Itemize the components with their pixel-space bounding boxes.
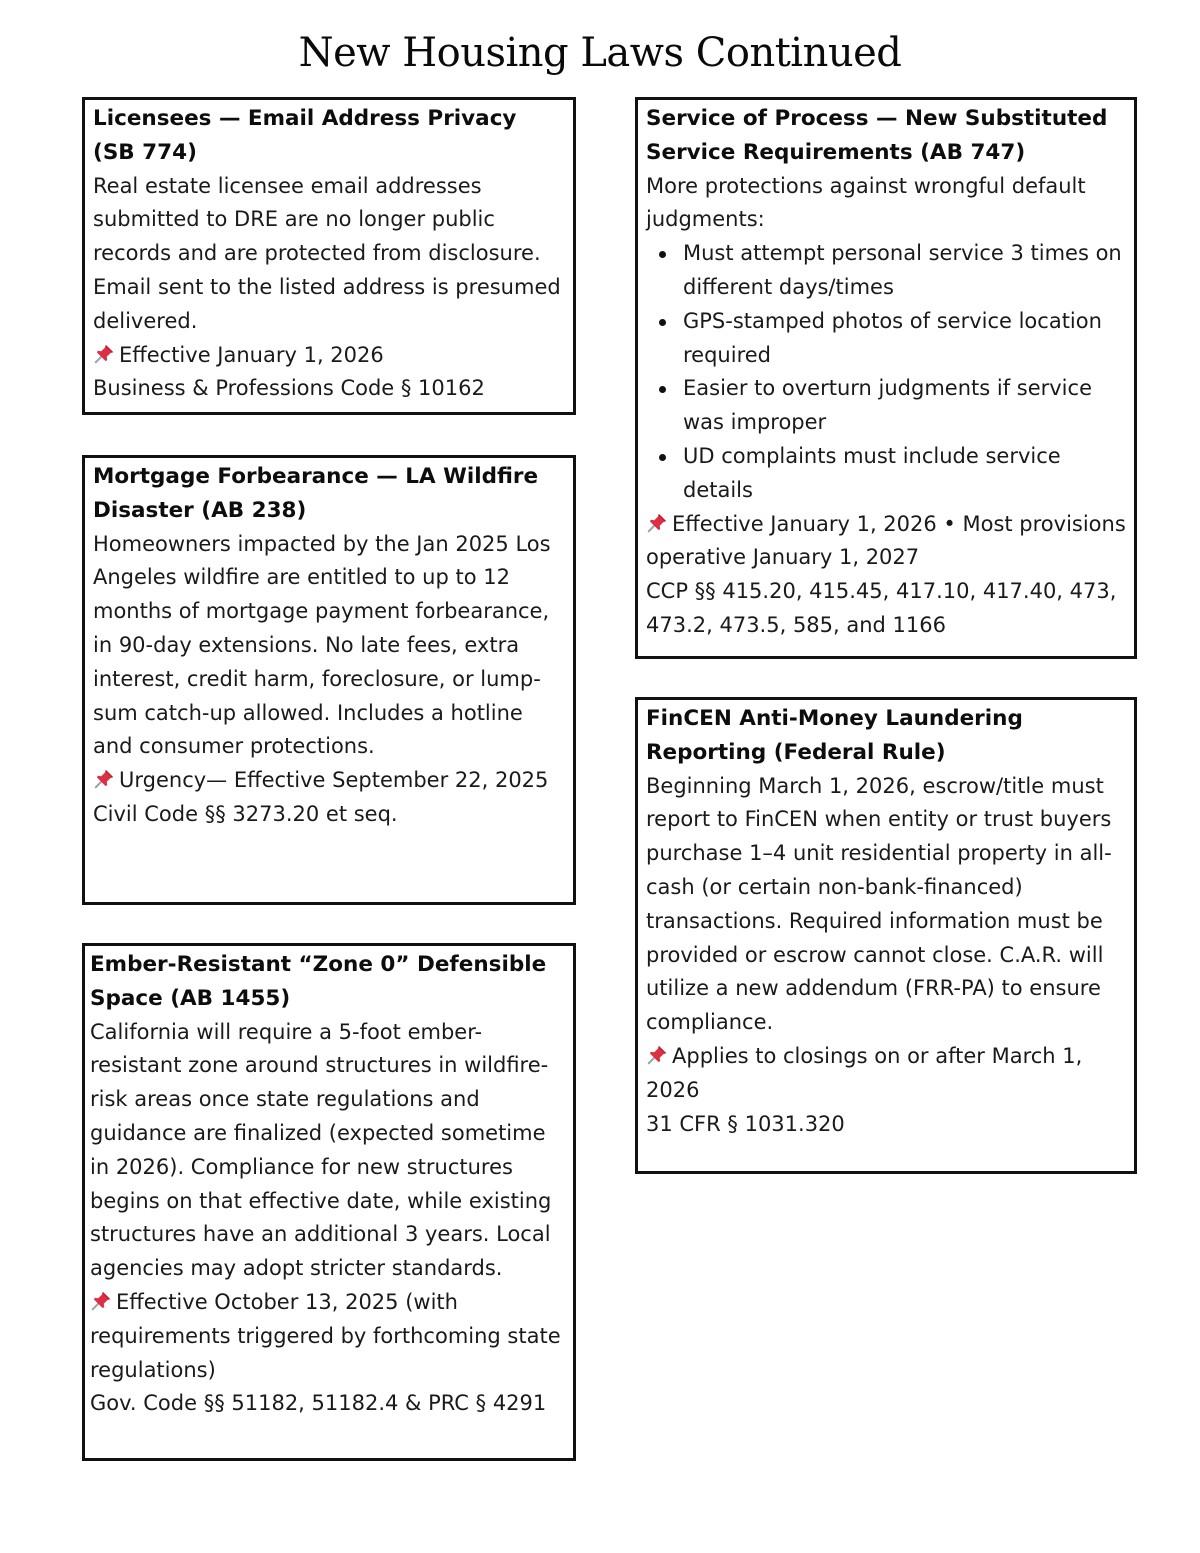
law-description: Beginning March 1, 2026, escrow/title must report to FinCEN when entity or trust buyers purchase 1–4 unit residential property in all-cash (or certain non-bank-financed) transactions. Required information must be provided or escrow cannot close. C.A.R. will utilize a new addendum (FRR-PA) to ensure compliance.: [646, 773, 1112, 1035]
code-citation: Business & Professions Code § 10162: [93, 376, 485, 401]
effective-date-line: [93, 764, 565, 798]
effective-date: Applies to closings on or after March 1, 2026: [646, 1043, 1083, 1102]
law-description: Homeowners impacted by the Jan 2025 Los Angeles wildfire are entitled to up to 12 months of mortgage payment forbearance, in 90-day extensions. No late fees, extra interest, credit harm, foreclosure, or lump-sum catch-up allowed. Includes a hotline and consumer protections.: [93, 531, 551, 759]
code-citation: CCP §§ 415.20, 415.45, 417.10, 417.40, 473, 473.2, 473.5, 585, and 1166: [646, 579, 1117, 637]
effective-date: Urgency— Effective September 22, 2025: [119, 768, 549, 793]
bullet-icon: [659, 319, 666, 326]
law-card-ab747: [635, 97, 1137, 659]
effective-date: Effective January 1, 2026: [119, 342, 384, 367]
list-item: GPS-stamped photos of service location required: [646, 305, 1126, 373]
effective-date-line: [646, 508, 1126, 576]
page-title: New Housing Laws Continued: [298, 30, 902, 76]
bullet-icon: [659, 454, 666, 461]
list-item: Must attempt personal service 3 times on different days/times: [646, 237, 1126, 305]
effective-date: Effective January 1, 2026 • Most provisions operative January 1, 2027: [646, 511, 1126, 570]
code-citation: Civil Code §§ 3273.20 et seq.: [93, 801, 398, 826]
law-card-fincen: [635, 697, 1137, 1174]
law-card-sb774: [82, 97, 576, 415]
law-title: Service of Process — New Substituted Service Requirements (AB 747): [646, 106, 1108, 165]
list-item: UD complaints must include service details: [646, 440, 1126, 508]
effective-date: Effective October 13, 2025 (with requirements triggered by forthcoming state regulations): [90, 1289, 561, 1382]
law-title: FinCEN Anti-Money Laundering Reporting (Federal Rule): [646, 706, 1023, 765]
pushpin-icon: [646, 1044, 668, 1066]
bullet-icon: [659, 251, 666, 258]
requirements-list: [646, 237, 1126, 507]
code-citation: Gov. Code §§ 51182, 51182.4 & PRC § 4291: [90, 1391, 547, 1416]
law-title: Mortgage Forbearance — LA Wildfire Disaster (AB 238): [93, 464, 539, 523]
pushpin-icon: [90, 1290, 112, 1312]
law-title: Licensees — Email Address Privacy (SB 774): [93, 106, 517, 165]
law-description: California will require a 5-foot ember-resistant zone around structures in wildfire-risk areas once state regulations and guidance are finalized (expected sometime in 2026). Compliance for new structures begins on that effective date, while existing structures have an additional 3 years. Local agencies may adopt stricter standards.: [90, 1019, 552, 1281]
law-description: More protections against wrongful default judgments:: [646, 173, 1086, 232]
pushpin-icon: [93, 768, 115, 790]
law-description: Real estate licensee email addresses submitted to DRE are no longer public records and are protected from disclosure. Email sent to the listed address is presumed delivered.: [93, 173, 561, 333]
pushpin-icon: [93, 343, 115, 365]
effective-date-line: [90, 1286, 565, 1387]
code-citation: 31 CFR § 1031.320: [646, 1111, 845, 1136]
effective-date-line: [93, 339, 565, 373]
law-card-ab238: [82, 455, 576, 905]
law-title: Ember-Resistant “Zone 0” Defensible Space (AB 1455): [90, 952, 547, 1011]
pushpin-icon: [646, 512, 668, 534]
bullet-icon: [659, 386, 666, 393]
law-card-ab1455: [82, 943, 576, 1461]
effective-date-line: [646, 1040, 1126, 1108]
list-item: Easier to overturn judgments if service was improper: [646, 372, 1126, 440]
